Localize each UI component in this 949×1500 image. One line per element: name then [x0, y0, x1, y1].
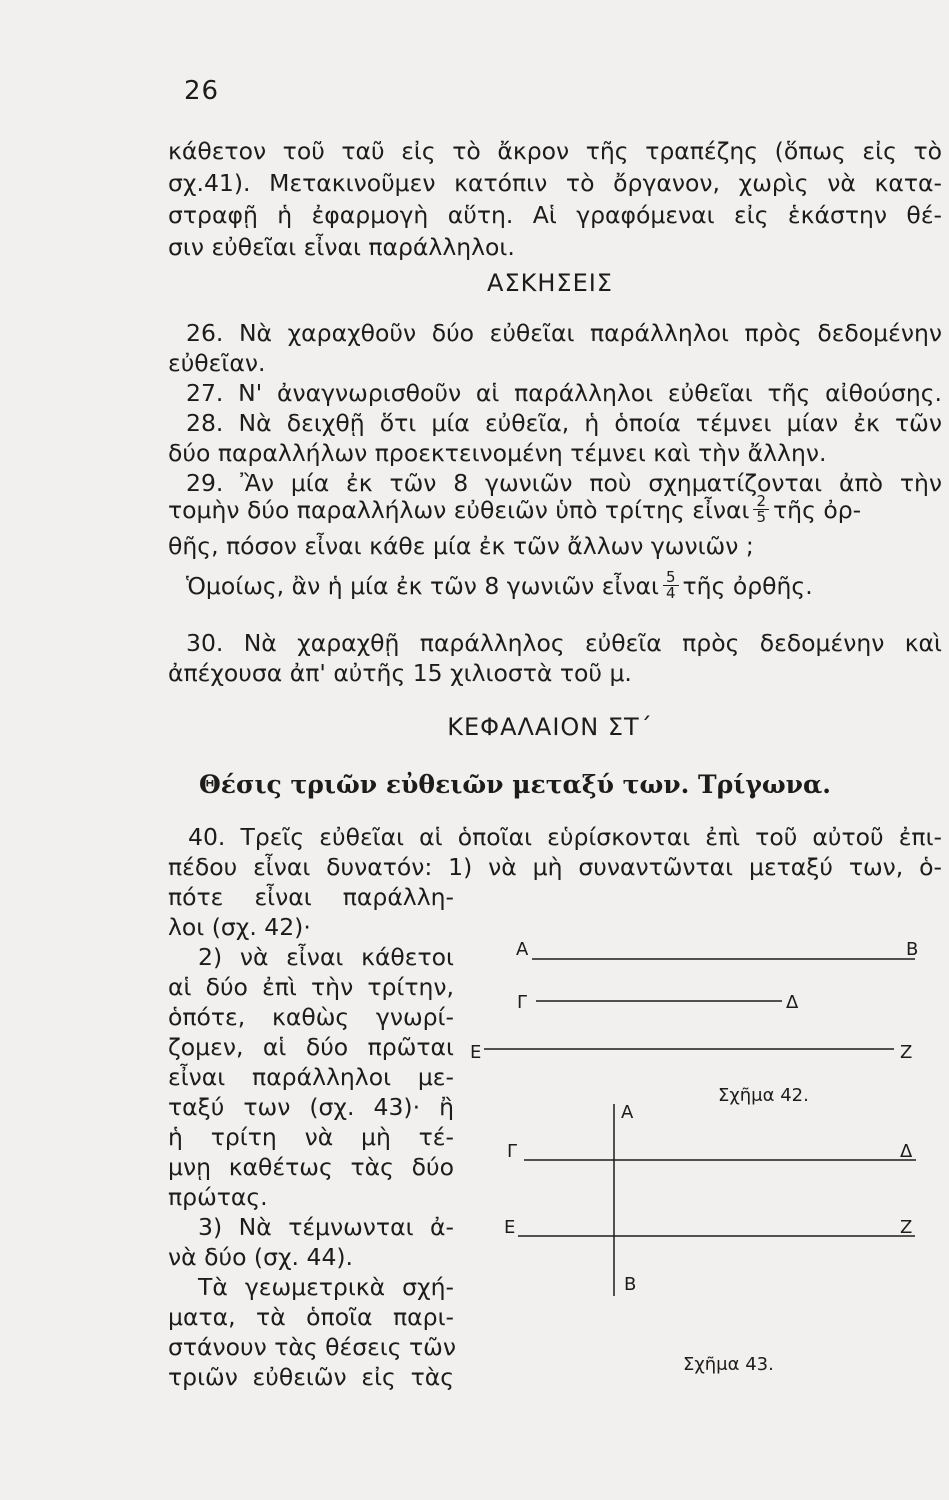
ex29-text: τῆς ὀρθῆς. — [682, 571, 813, 600]
label-A: A — [516, 939, 529, 960]
column-line: 2) νὰ εἶναι κάθετοι — [198, 943, 454, 971]
figure-42-caption: Σχῆμα 42. — [718, 1085, 809, 1106]
fraction-numerator: 5 — [663, 570, 679, 586]
exercise-30: 30. Νὰ χαραχθῇ παράλληλος εὐθεῖα πρὸς δεδομένην καὶ — [186, 629, 942, 657]
column-line: ματα, τὰ ὁποῖα παρι- — [168, 1303, 454, 1331]
column-line: ζομεν, αἱ δύο πρῶται — [168, 1033, 454, 1061]
column-line: αἱ δύο ἐπὶ τὴν τρίτην, — [168, 973, 454, 1001]
column-line: ὁπότε, καθὼς γνωρί- — [168, 1003, 454, 1031]
column-line: λοι (σχ. 42)· — [168, 913, 311, 941]
page-number: 26 — [184, 76, 220, 106]
column-line: 3) Νὰ τέμνωνται ἀ- — [198, 1213, 454, 1241]
text-line: κάθετον τοῦ ταῦ εἰς τὸ ἄκρον τῆς τραπέζης (ὅπως εἰς τὸ — [168, 137, 942, 165]
label-G: Γ — [507, 1141, 518, 1162]
exercise-28: 28. Νὰ δειχθῇ ὅτι μία εὐθεῖα, ἡ ὁποία τέμνει μίαν ἐκ τῶν — [186, 409, 942, 437]
paragraph-40: 40. Τρεῖς εὐθεῖαι αἱ ὁποῖαι εὑρίσκονται ἐπὶ τοῦ αὐτοῦ ἐπι- — [188, 823, 942, 851]
label-D: Δ — [900, 1141, 913, 1162]
ex29-text: τομὴν δύο παραλλήλων εὐθειῶν ὑπὸ τρίτης εἶναι — [168, 495, 750, 524]
text-line: σιν εὐθεῖαι εἶναι παράλληλοι. — [168, 233, 515, 261]
label-Z: Z — [900, 1217, 913, 1238]
exercise-29: 29. Ἂν μία ἐκ τῶν 8 γωνιῶν ποὺ σχηματίζονται ἀπὸ τὴν — [186, 469, 942, 497]
figure-43 — [504, 1102, 916, 1375]
exercise-30-cont: ἀπέχουσα ἀπ' αὐτῆς 15 χιλιοστὰ τοῦ μ. — [168, 659, 632, 687]
column-line: μνῃ καθέτως τὰς δύο — [168, 1153, 454, 1181]
label-A: A — [621, 1102, 634, 1123]
exercise-28-cont: δύο παραλλήλων προεκτεινομένη τέμνει καὶ τὴν ἄλλην. — [168, 439, 827, 467]
label-D: Δ — [786, 992, 799, 1013]
label-G: Γ — [517, 992, 528, 1013]
label-B: B — [624, 1274, 637, 1295]
exercise-29-line3: θῆς, πόσον εἶναι κάθε μία ἐκ τῶν ἄλλων γωνιῶν ; — [168, 532, 754, 560]
paragraph-40-line2: πέδου εἶναι δυνατόν: 1) νὰ μὴ συναντῶνται μεταξύ των, ὁ- — [168, 853, 942, 881]
figure-43-caption: Σχῆμα 43. — [683, 1354, 774, 1375]
exercise-26: 26. Νὰ χαραχθοῦν δύο εὐθεῖαι παράλληλοι πρὸς δεδομένην — [186, 319, 942, 347]
label-E: E — [504, 1217, 516, 1238]
column-line: πότε εἶναι παράλλη- — [168, 883, 454, 911]
column-line: ταξύ των (σχ. 43)· ἢ — [168, 1093, 454, 1121]
fraction-numerator: 2 — [753, 494, 769, 510]
fraction-denominator: 4 — [665, 584, 676, 602]
ex29-text: τῆς ὀρ- — [773, 495, 862, 524]
fraction-denominator: 5 — [756, 508, 767, 526]
label-E: E — [470, 1042, 482, 1063]
label-Z: Z — [900, 1042, 913, 1063]
exercises-heading: ΑΣΚΗΣΕΙΣ — [487, 269, 613, 297]
column-line: πρώτας. — [168, 1183, 268, 1211]
exercise-26-cont: εὐθεῖαν. — [168, 349, 266, 377]
exercise-27: 27. Ν' ἀναγνωρισθοῦν αἱ παράλληλοι εὐθεῖαι τῆς αἰθούσης. — [186, 379, 942, 407]
text-line: στραφῇ ἡ ἐφαρμογὴ αὕτη. Αἱ γραφόμεναι εἰς ἑκάστην θέ- — [168, 201, 942, 229]
column-line: τριῶν εὐθειῶν εἰς τὰς — [168, 1363, 454, 1391]
column-line: Τὰ γεωμετρικὰ σχή- — [198, 1273, 454, 1301]
column-line: στάνουν τὰς θέσεις τῶν — [168, 1333, 456, 1361]
column-line: εἶναι παράλληλοι με- — [168, 1063, 454, 1091]
column-line: νὰ δύο (σχ. 44). — [168, 1243, 354, 1271]
figure-42 — [470, 939, 918, 1106]
column-line: ἡ τρίτη νὰ μὴ τέ- — [168, 1123, 454, 1151]
text-line: σχ.41). Μετακινοῦμεν κατόπιν τὸ ὄργανον, χωρὶς νὰ κατα- — [168, 169, 942, 197]
ex29-text: Ὁμοίως, ἂν ἡ μία ἐκ τῶν 8 γωνιῶν εἶναι — [186, 571, 659, 600]
chapter-heading: ΚΕΦΑΛΑΙΟΝ ΣΤ΄ — [447, 713, 653, 741]
label-B: B — [906, 939, 919, 960]
chapter-subtitle: Θέσις τριῶν εὐθειῶν μεταξύ των. Τρίγωνα. — [199, 770, 831, 799]
